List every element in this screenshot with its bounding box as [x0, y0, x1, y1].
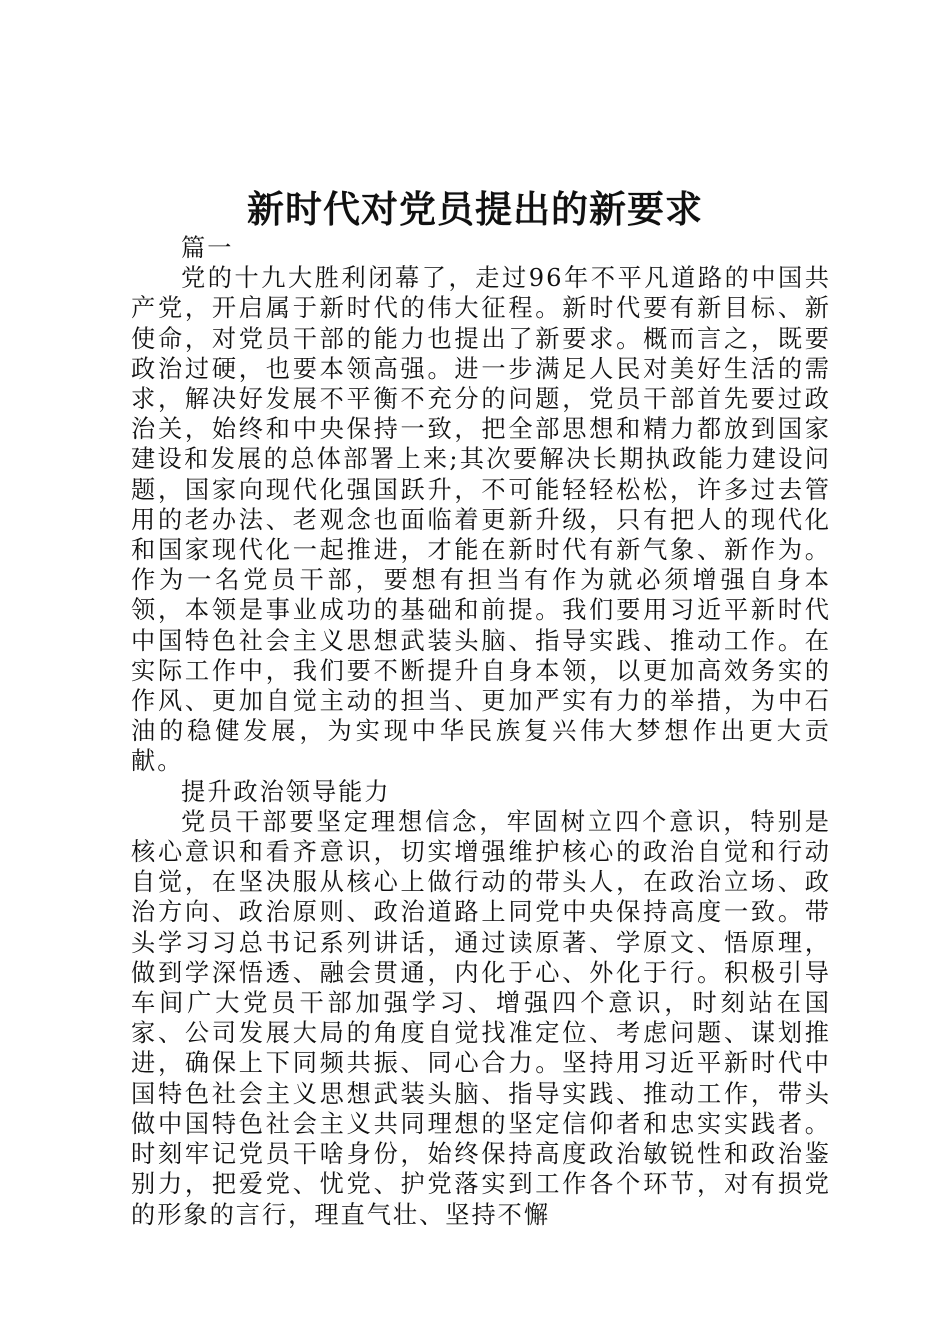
section-label: 篇一	[181, 234, 234, 262]
subheading: 提升政治领导能力	[181, 777, 391, 806]
paragraph-political-leadership: 党员干部要坚定理想信念，牢固树立四个意识，特别是核心意识和看齐意识，切实增强维护核心的政治自觉和行动自觉，在坚决服从核心上做行动的带头人，在政治立场、政治方向、政治原则、政治道路上同党中央保持高度一致。带头学习习总书记系列讲话，通过读原著、学原文、悟原理，做到学深悟透、融会贯通，内化于心、外化于行。积极引导车间广大党员干部加强学习、增强四个意识，时刻站在国家、公司发展大局的角度自觉找准定位、考虑问题、谋划推进，确保上下同频共振、同心合力。坚持用习近平新时代中国特色社会主义思想武装头脑、指导实践、推动工作，带头做中国特色社会主义共同理想的坚定信仰者和忠实实践者。时刻牢记党员干啥身份，始终保持高度政治敏锐性和政治鉴别力，把爱党、忧党、护党落实到工作各个环节，对有损党的形象的言行，理直气壮、坚持不懈	[131, 807, 831, 1229]
document-title: 新时代对党员提出的新要求	[247, 187, 703, 231]
paragraph-intro: 党的十九大胜利闭幕了，走过96年不平凡道路的中国共产党，开启属于新时代的伟大征程。新时代要有新目标、新使命，对党员干部的能力也提出了新要求。概而言之，既要政治过硬，也要本领高强。进一步满足人民对美好生活的需求，解决好发展不平衡不充分的问题，党员干部首先要过政治关，始终和中央保持一致，把全部思想和精力都放到国家建设和发展的总体部署上来;其次要解决长期执政能力建设问题，国家向现代化强国跃升，不可能轻轻松松，许多过去管用的老办法、老观念也面临着更新升级，只有把人的现代化和国家现代化一起推进，才能在新时代有新气象、新作为。作为一名党员干部，要想有担当有作为就必须增强自身本领，本领是事业成功的基础和前提。我们要用习近平新时代中国特色社会主义思想武装头脑、指导实践、推动工作。在实际工作中，我们要不断提升自身本领，以更加高效务实的作风、更加自觉主动的担当、更加严实有力的举措，为中石油的稳健发展，为实现中华民族复兴伟大梦想作出更大贡献。	[131, 264, 831, 776]
document-body	[131, 233, 831, 1230]
